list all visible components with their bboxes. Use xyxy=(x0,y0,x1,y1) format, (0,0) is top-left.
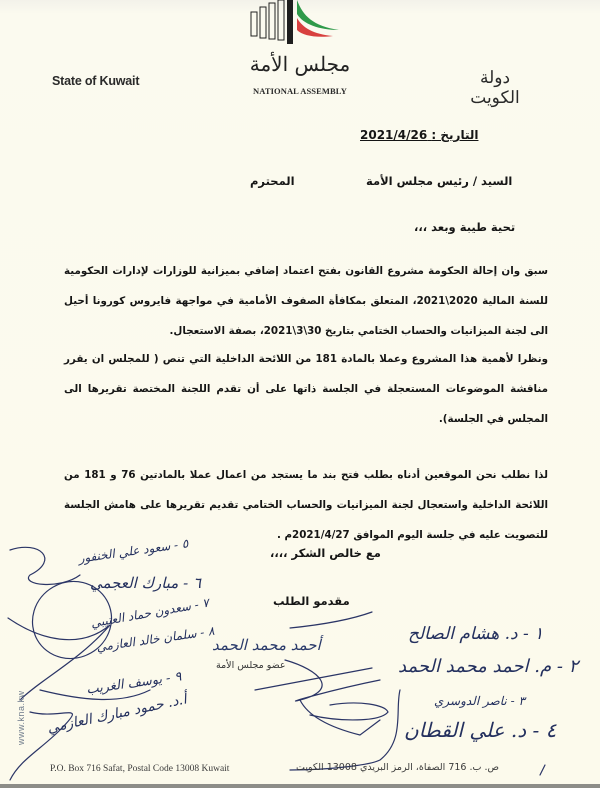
footer-address-arabic: ص. ب. 716 الصفاة، الرمز البريدي 13008 الكويت xyxy=(296,762,499,773)
signature-1: ١ - د. هشام الصالح xyxy=(408,624,544,644)
stamp-name: أحمد محمد الحمد xyxy=(212,636,321,654)
signature-7: ٧ - سعدون حماد العتيبي xyxy=(89,595,210,631)
signature-5: ٥ - سعود علي الخنفور xyxy=(77,536,190,566)
signature-6: ٦ - مبارك العجمي xyxy=(90,574,202,592)
state-name-english: State of Kuwait xyxy=(52,74,140,88)
date-value: 2021/4/26 xyxy=(360,128,428,142)
state-name-arabic: دولة الكويت xyxy=(470,68,520,108)
submitters-label: مقدمو الطلب xyxy=(273,594,350,608)
national-assembly-logo-icon xyxy=(247,0,357,48)
page-bottom-edge xyxy=(0,784,600,788)
letter-date xyxy=(360,128,478,142)
stamp-title: عضو مجلس الأمة xyxy=(216,660,286,671)
signature-10: أ.د. حمود مبارك العازمي xyxy=(45,691,189,737)
paragraph-2: ونظرا لأهمية هذا المشروع وعملا بالمادة 181 من اللائحة الداخلية التي تنص ( للمجلس ان يقرر مناقشة الموضوعات المستعجلة في الجلسة ذاتها على أن تقدم اللجنة المختصة تقريرها الى المجلس في الجلسة). xyxy=(64,353,548,425)
footer-address-english: P.O. Box 716 Safat, Postal Code 13008 Kuwait xyxy=(50,764,230,774)
assembly-name-arabic: مجلس الأمة xyxy=(249,52,351,76)
signature-9: ٩ - يوسف الغريب xyxy=(85,669,183,698)
date-label: التاريخ : xyxy=(431,128,479,142)
signature-8: ٨ - سلمان خالد العازمي xyxy=(95,623,216,655)
signature-2: ٢ - م. احمد محمد الحمد xyxy=(398,656,579,677)
signature-3: ٣ - ناصر الدوسري xyxy=(434,694,525,708)
addressee: السيد / رئيس مجلس الأمة xyxy=(366,174,513,188)
watermark: www.kna.kw xyxy=(16,690,26,745)
assembly-name-english: NATIONAL ASSEMBLY xyxy=(252,86,348,96)
paragraph-1: سبق وان إحالة الحكومة مشروع القانون بفتح اعتماد إضافي بميزانية للوزارات لإدارات الحكومية للسنة المالية 2020\2021، المتعلق بمكافأة الصفوف الأمامية في مواجهة فايروس كورونا أحيل الى لجنة الميزانيات والحساب الختامي بتاريخ 30\3\2021، بصفة الاستعجال. xyxy=(64,265,548,337)
signature-4: ٤ - د. علي القطان xyxy=(404,718,557,742)
greeting: تحية طيبة وبعد ،،، xyxy=(414,220,516,234)
paragraph-3: لذا نطلب نحن الموقعين أدناه بطلب فتح بند ما يستجد من اعمال عملا بالمادتين 76 و 181 من اللائحة الداخلية واستعجال لجنة الميزانيات والحساب الختامي تقديم تقريرها على هامش الجلسة للتصويت عليه في جلسة اليوم الموافق 2021/4/27م . xyxy=(64,469,548,541)
closing-line: مع خالص الشكر ،،،، xyxy=(270,546,381,560)
honorific: المحترم xyxy=(250,174,295,188)
